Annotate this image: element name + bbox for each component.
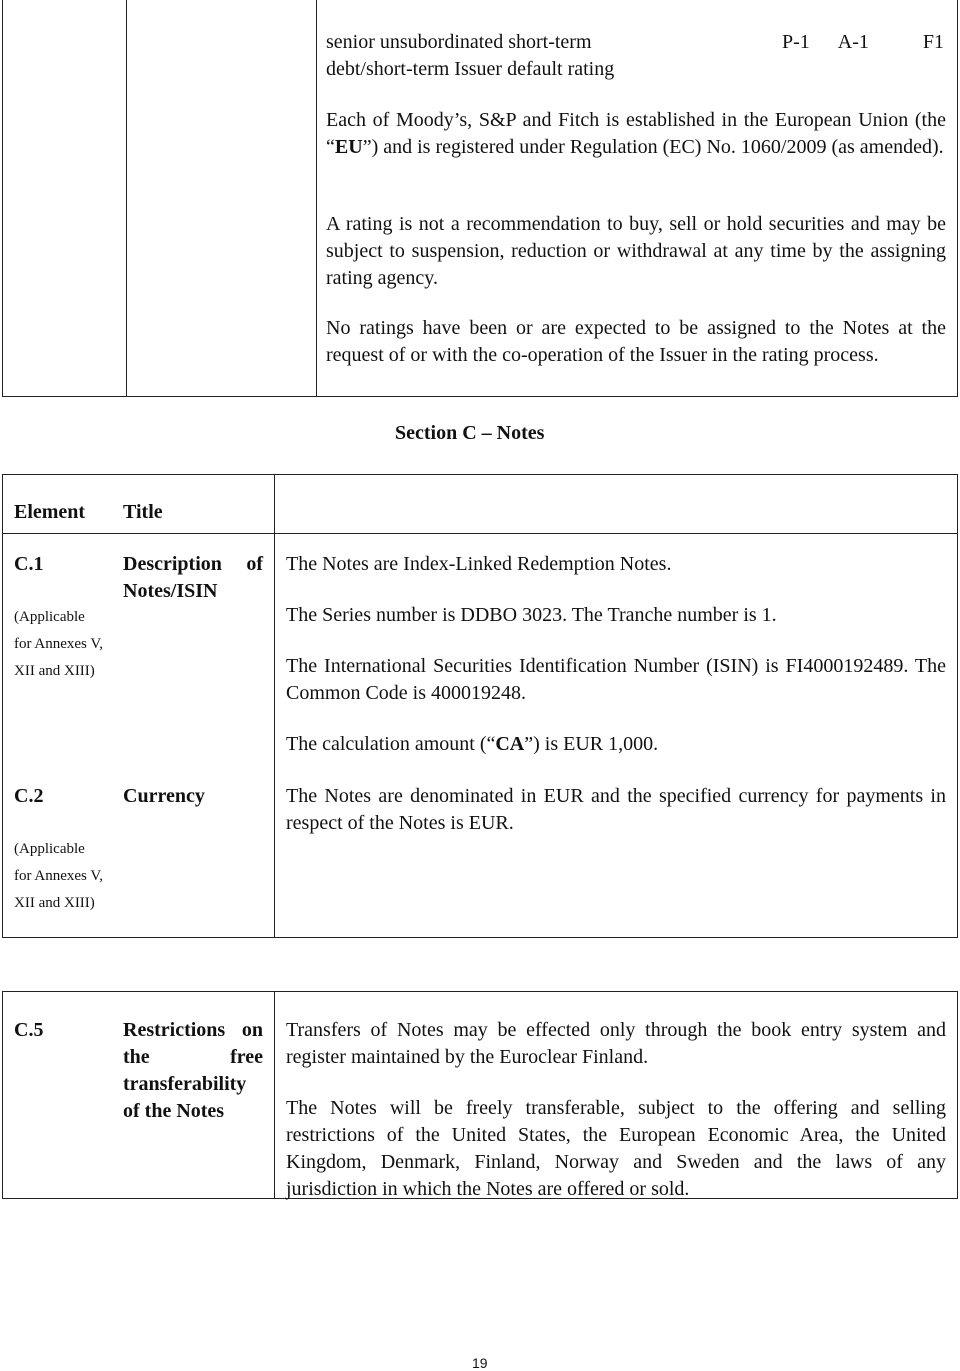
c2-currency-paragraph: The Notes are denominated in EUR and the specified currency for payments in respect of the Notes is EUR. — [286, 785, 946, 834]
second-table-top-border — [2, 991, 958, 992]
second-table-left-border — [2, 991, 3, 1199]
annex-note-c1: (Applicable for Annexes V, XII and XIII) — [14, 609, 104, 679]
rating-disclaimer-paragraph: A rating is not a recommendation to buy, sell or hold securities and may be subject to suspension, reduction or withdrawal at any time by the assigning rating agency. — [326, 213, 946, 289]
rating-label-line-2: debt/short-term Issuer default rating — [326, 58, 615, 80]
element-header: Element — [14, 501, 86, 523]
main-table-right-border — [957, 474, 958, 938]
top-table-left-border — [2, 0, 3, 397]
page-number: 19 — [472, 1355, 488, 1371]
fitch-rating: F1 — [922, 31, 944, 53]
title-c1: Description of Notes/ISIN — [123, 553, 263, 602]
element-c2: C.2 — [14, 785, 44, 807]
title-c2: Currency — [123, 785, 205, 807]
eu-registration-paragraph — [326, 107, 946, 161]
eu-registration-text-2: ”) and is registered under Regulation (EC) No. 1060/2009 (as amended). — [362, 136, 944, 158]
section-title: Section C – Notes — [395, 422, 545, 444]
c1-series-number: The Series number is DDBO 3023. The Tranche number is 1. — [286, 604, 777, 626]
main-table-content-divider — [274, 474, 275, 938]
element-c5: C.5 — [14, 1019, 44, 1041]
rating-label-line-1: senior unsubordinated short-term — [326, 31, 592, 53]
top-table-inner-border — [126, 0, 127, 397]
title-c5: Restrictions on the free transferability of the Notes — [123, 1019, 263, 1122]
main-table-header-divider — [2, 533, 958, 534]
rating-values — [782, 29, 944, 56]
eu-bold-term: EU — [334, 136, 363, 158]
c5-transferability-paragraph: The Notes will be freely transferable, subject to the offering and selling restrictions of the United States, the European Economic Area, the United Kingdom, Denmark, Finland, Norway and Sweden and the laws of any jurisdiction in which the Notes are offered or sold. — [286, 1097, 946, 1200]
eu-registration-text-1: Each of Moody’s, S&P and Fitch is established in the European Union (the “ — [326, 109, 946, 158]
sp-rating: A-1 — [837, 31, 869, 53]
calculation-amount-bold: CA — [495, 733, 525, 755]
main-table-top-border — [2, 474, 958, 475]
c1-calculation-amount — [286, 731, 946, 758]
no-ratings-paragraph: No ratings have been or are expected to be assigned to the Notes at the request of or with the co-operation of the Issuer in the rating process. — [326, 317, 946, 366]
rating-row — [326, 29, 944, 83]
calculation-amount-text-1: The calculation amount (“ — [286, 733, 496, 755]
second-table-content-divider — [274, 991, 275, 1199]
c1-isin-paragraph: The International Securities Identification Number (ISIN) is FI4000192489. The Common Code is 400019248. — [286, 655, 946, 704]
title-header: Title — [123, 501, 163, 523]
top-table-right-border — [316, 0, 317, 397]
top-table-right-edge — [957, 0, 958, 397]
main-table-bottom-border — [2, 937, 958, 938]
top-table-bottom-border — [2, 396, 958, 397]
main-table-left-border — [2, 474, 3, 938]
c1-notes-type: The Notes are Index-Linked Redemption Notes. — [286, 553, 672, 575]
element-c1: C.1 — [14, 553, 44, 575]
annex-note-c2: (Applicable for Annexes V, XII and XIII) — [14, 841, 104, 911]
c5-transfer-system-paragraph: Transfers of Notes may be effected only through the book entry system and register maintained by the Euroclear Finland. — [286, 1019, 946, 1068]
moodys-rating: P-1 — [781, 31, 810, 53]
second-table-right-border — [957, 991, 958, 1199]
calculation-amount-text-2: ”) is EUR 1,000. — [524, 733, 659, 755]
